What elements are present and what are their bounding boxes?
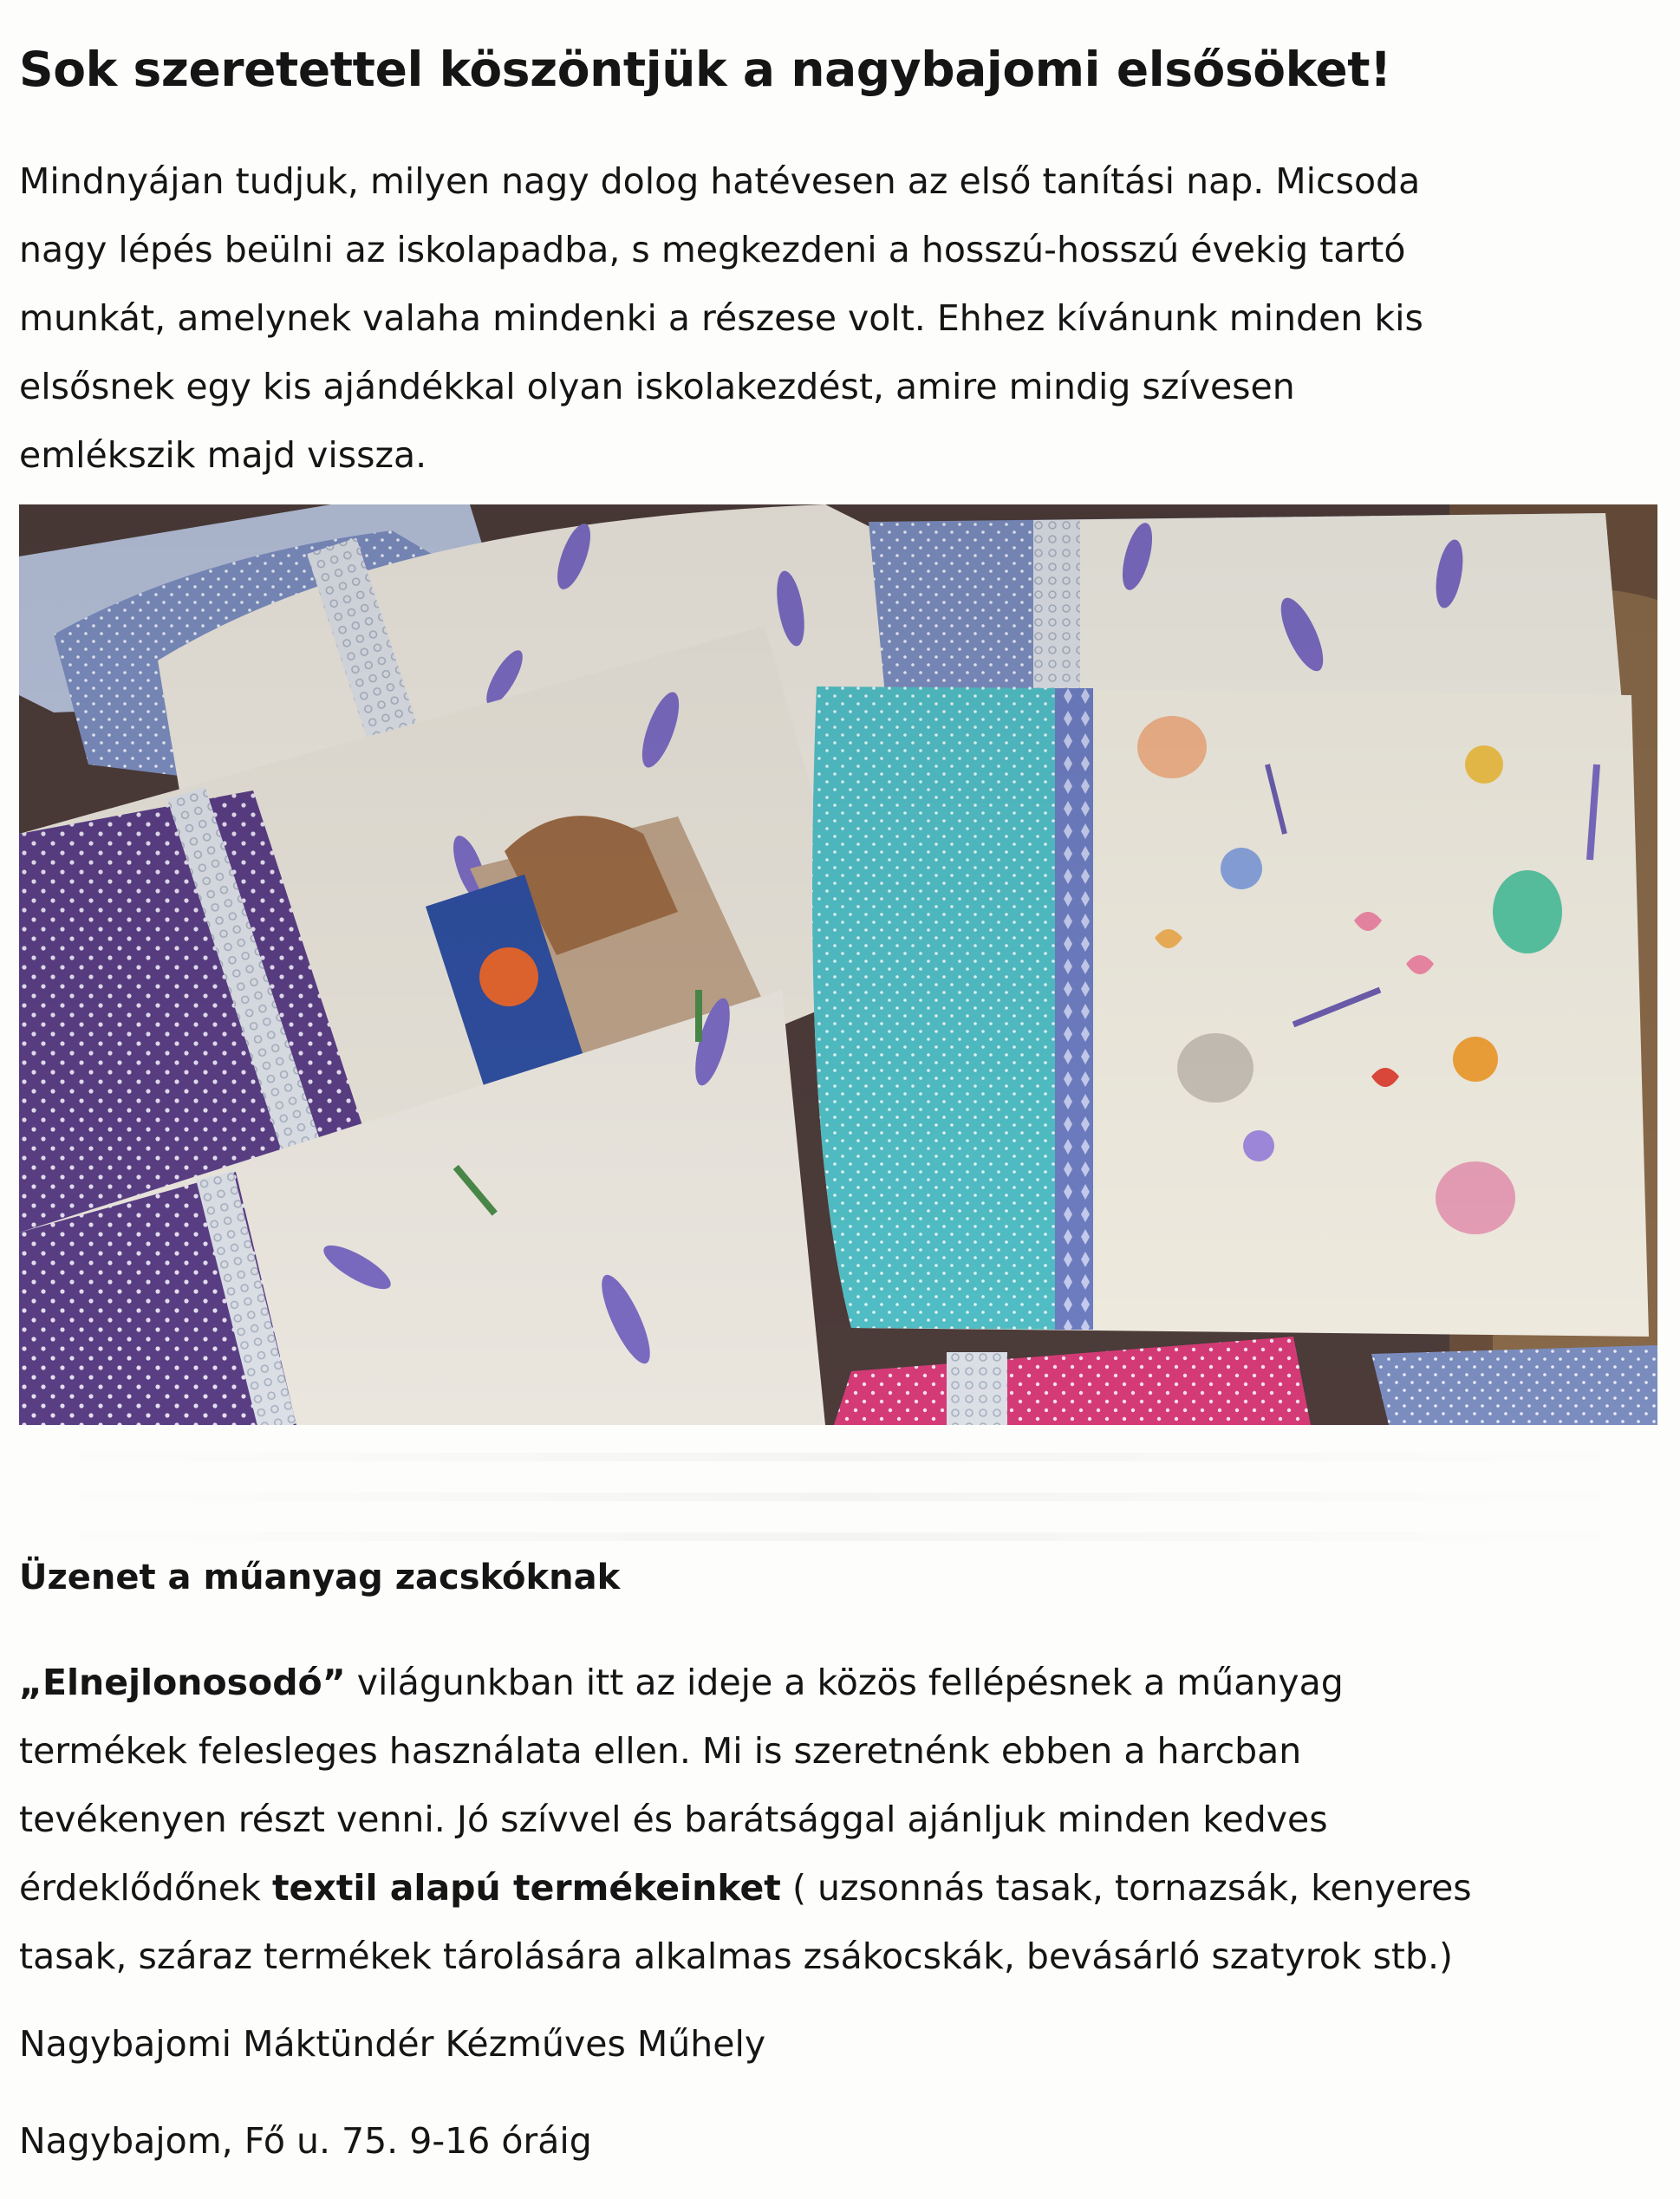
paragraph-line: termékek felesleges használata ellen. Mi is szeretnénk ebben a harcban (19, 1730, 1302, 1772)
bleed-through-line (35, 1453, 1645, 1461)
paragraph-line: tasak, száraz termékek tárolására alkalmas zsákocskák, bevásárló szatyrok stb.) (19, 1936, 1454, 1977)
article-title: Sok szeretettel köszöntjük a nagybajomi elsősöket! (19, 42, 1391, 97)
bold-term: „Elnejlonosodó” (19, 1662, 346, 1703)
shop-address-hours: Nagybajom, Fő u. 75. 9-16 óráig (19, 2120, 592, 2162)
shop-name: Nagybajomi Máktündér Kézműves Műhely (19, 2023, 766, 2065)
bold-products: textil alapú termékeinket (271, 1867, 781, 1909)
line-text: ( uzsonnás tasak, tornazsák, kenyeres (780, 1867, 1472, 1909)
intro-line: munkát, amelynek valaha mindenki a részese volt. Ehhez kívánunk minden kis (19, 297, 1423, 339)
section-heading: Üzenet a műanyag zacskóknak (19, 1558, 621, 1597)
intro-line: nagy lépés beülni az iskolapadba, s megkezdeni a hosszú-hosszú évekig tartó (19, 229, 1406, 270)
bleed-through-line (35, 1493, 1645, 1501)
line-text: érdeklődőnek (19, 1867, 272, 1909)
intro-line: elsősnek egy kis ajándékkal olyan iskolakezdést, amire mindig szívesen (19, 366, 1295, 407)
pillows-illustration (19, 504, 1657, 1425)
intro-line: Mindnyájan tudjuk, milyen nagy dolog hatévesen az első tanítási nap. Micsoda (19, 160, 1421, 202)
paragraph-line: tevékenyen részt venni. Jó szívvel és barátsággal ajánljuk minden kedves (19, 1799, 1328, 1840)
intro-paragraph (19, 147, 1657, 490)
intro-line: emlékszik majd vissza. (19, 434, 427, 476)
pillows-photo (19, 504, 1657, 1425)
paragraph-line (19, 1854, 1657, 1922)
line-text: világunkban itt az ideje a közös fellépésnek a műanyag (345, 1662, 1344, 1703)
section-paragraph (19, 1649, 1657, 1991)
bleed-through-line (35, 1532, 1645, 1541)
paragraph-line (19, 1649, 1657, 1717)
